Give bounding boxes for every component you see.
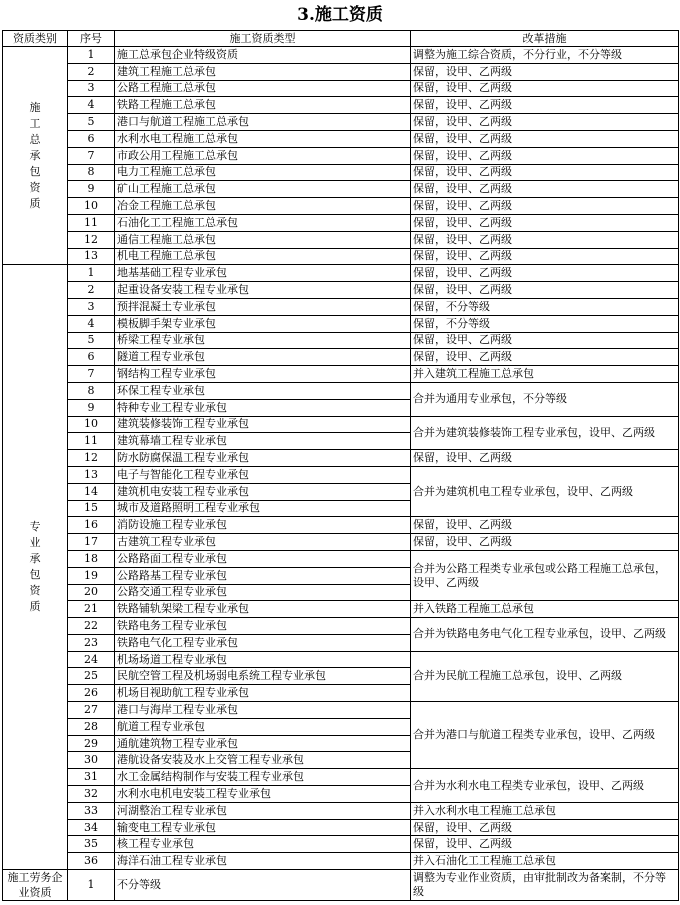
- table-row: [3, 550, 679, 567]
- reform-measure: 保留，设甲、乙两级: [411, 130, 679, 147]
- reform-measure: 合并为民航工程施工总承包，设甲、乙两级: [411, 651, 679, 701]
- qualification-type: 港航设备安装及水上交管工程专业承包: [115, 752, 411, 769]
- reform-measure: 保留，设甲、乙两级: [411, 265, 679, 282]
- table-row: [3, 164, 679, 181]
- reform-measure: 保留，设甲、乙两级: [411, 198, 679, 215]
- row-number: 11: [68, 433, 115, 450]
- table-row: [3, 80, 679, 97]
- row-number: 30: [68, 752, 115, 769]
- qualification-type: 机电工程施工总承包: [115, 248, 411, 265]
- table-row: [3, 332, 679, 349]
- reform-measure: 保留，设甲、乙两级: [411, 181, 679, 198]
- reform-measure: 合并为水利水电工程类专业承包，设甲、乙两级: [411, 769, 679, 803]
- table-row: [3, 298, 679, 315]
- qualification-type: 模板脚手架专业承包: [115, 315, 411, 332]
- reform-measure: 保留，设甲、乙两级: [411, 214, 679, 231]
- reform-measure: 保留，设甲、乙两级: [411, 80, 679, 97]
- qualification-type: 民航空管工程及机场弱电系统工程专业承包: [115, 668, 411, 685]
- category-label: 施工总承包资质: [29, 100, 41, 210]
- row-number: 26: [68, 685, 115, 702]
- qualification-type: 隧道工程专业承包: [115, 349, 411, 366]
- reform-measure: 合并为铁路电务电气化工程专业承包，设甲、乙两级: [411, 618, 679, 652]
- row-number: 27: [68, 702, 115, 719]
- qualification-type: 古建筑工程专业承包: [115, 534, 411, 551]
- row-number: 31: [68, 769, 115, 786]
- row-number: 12: [68, 450, 115, 467]
- table-row: [3, 534, 679, 551]
- reform-measure: 并入建筑工程施工总承包: [411, 366, 679, 383]
- table-row: [3, 601, 679, 618]
- table-row: [3, 382, 679, 399]
- qualification-type: 钢结构工程专业承包: [115, 366, 411, 383]
- qualification-type: 公路工程施工总承包: [115, 80, 411, 97]
- table-row: [3, 517, 679, 534]
- reform-measure: 保留，设甲、乙两级: [411, 231, 679, 248]
- row-number: 7: [68, 147, 115, 164]
- reform-measure: 保留，设甲、乙两级: [411, 63, 679, 80]
- table-row: [3, 366, 679, 383]
- row-number: 28: [68, 718, 115, 735]
- qualification-type: 港口与海岸工程专业承包: [115, 702, 411, 719]
- table-row: [3, 349, 679, 366]
- row-number: 18: [68, 550, 115, 567]
- qualification-type: 港口与航道工程施工总承包: [115, 114, 411, 131]
- row-number: 9: [68, 181, 115, 198]
- table-row: [3, 130, 679, 147]
- table-row: [3, 47, 679, 64]
- row-number: 7: [68, 366, 115, 383]
- row-number: 2: [68, 282, 115, 299]
- page-title: 3.施工资质: [297, 5, 383, 25]
- row-number: 20: [68, 584, 115, 601]
- category-cell: [3, 870, 68, 901]
- qualification-type: 铁路铺轨架梁工程专业承包: [115, 601, 411, 618]
- row-number: 5: [68, 114, 115, 131]
- table-row: [3, 819, 679, 836]
- row-number: 1: [68, 265, 115, 282]
- qualification-type: 河湖整治工程专业承包: [115, 802, 411, 819]
- row-number: 19: [68, 567, 115, 584]
- row-number: 4: [68, 315, 115, 332]
- row-number: 8: [68, 164, 115, 181]
- row-number: 13: [68, 248, 115, 265]
- reform-measure: 保留，不分等级: [411, 315, 679, 332]
- qualification-type: 电力工程施工总承包: [115, 164, 411, 181]
- row-number: 21: [68, 601, 115, 618]
- row-number: 14: [68, 483, 115, 500]
- reform-measure: 调整为施工综合资质，不分行业，不分等级: [411, 47, 679, 64]
- row-number: 17: [68, 534, 115, 551]
- row-number: 3: [68, 80, 115, 97]
- table-row: [3, 836, 679, 853]
- reform-measure: 合并为建筑机电工程专业承包，设甲、乙两级: [411, 466, 679, 516]
- qualification-table: [2, 30, 679, 901]
- table-row: [3, 198, 679, 215]
- row-number: 33: [68, 802, 115, 819]
- table-row: [3, 214, 679, 231]
- qualification-type: 公路路面工程专业承包: [115, 550, 411, 567]
- table-row: [3, 114, 679, 131]
- reform-measure: 并入水利水电工程施工总承包: [411, 802, 679, 819]
- category-label: 专业承包资质: [29, 520, 41, 614]
- row-number: 2: [68, 63, 115, 80]
- table-row: [3, 147, 679, 164]
- row-number: 22: [68, 618, 115, 635]
- reform-measure: 调整为专业作业资质，由审批制改为备案制，不分等级: [411, 870, 679, 901]
- table-row: [3, 450, 679, 467]
- qualification-type: 航道工程专业承包: [115, 718, 411, 735]
- row-number: 9: [68, 399, 115, 416]
- row-number: 29: [68, 735, 115, 752]
- table-row: [3, 248, 679, 265]
- row-number: 5: [68, 332, 115, 349]
- qualification-type: 铁路工程施工总承包: [115, 97, 411, 114]
- row-number: 16: [68, 517, 115, 534]
- table-row: [3, 466, 679, 483]
- qualification-type: 输变电工程专业承包: [115, 819, 411, 836]
- reform-measure: 合并为通用专业承包，不分等级: [411, 382, 679, 416]
- qualification-type: 公路交通工程专业承包: [115, 584, 411, 601]
- table-row: [3, 282, 679, 299]
- reform-measure: 合并为建筑装修装饰工程专业承包，设甲、乙两级: [411, 416, 679, 450]
- reform-measure: 保留，设甲、乙两级: [411, 248, 679, 265]
- reform-measure: 保留，设甲、乙两级: [411, 114, 679, 131]
- qualification-type: 机场场道工程专业承包: [115, 651, 411, 668]
- row-number: 25: [68, 668, 115, 685]
- table-body: [3, 47, 679, 901]
- row-number: 3: [68, 298, 115, 315]
- qualification-type: 施工总承包企业特级资质: [115, 47, 411, 64]
- qualification-type: 建筑工程施工总承包: [115, 63, 411, 80]
- qualification-type: 冶金工程施工总承包: [115, 198, 411, 215]
- table-row: [3, 618, 679, 635]
- row-number: 36: [68, 853, 115, 870]
- row-number: 15: [68, 500, 115, 517]
- reform-measure: 合并为公路工程类专业承包或公路工程施工总承包，设甲、乙两级: [411, 550, 679, 600]
- qualification-type: 建筑装修装饰工程专业承包: [115, 416, 411, 433]
- row-number: 6: [68, 349, 115, 366]
- reform-measure: 保留，设甲、乙两级: [411, 819, 679, 836]
- header-measure: 改革措施: [411, 31, 679, 47]
- reform-measure: 保留，设甲、乙两级: [411, 147, 679, 164]
- table-row: [3, 181, 679, 198]
- qualification-type: 电子与智能化工程专业承包: [115, 466, 411, 483]
- qualification-type: 建筑机电安装工程专业承包: [115, 483, 411, 500]
- qualification-type: 市政公用工程施工总承包: [115, 147, 411, 164]
- reform-measure: 保留，设甲、乙两级: [411, 450, 679, 467]
- table-row: [3, 769, 679, 786]
- qualification-type: 城市及道路照明工程专业承包: [115, 500, 411, 517]
- row-number: 6: [68, 130, 115, 147]
- table-row: [3, 651, 679, 668]
- qualification-type: 地基基础工程专业承包: [115, 265, 411, 282]
- qualification-type: 桥梁工程专业承包: [115, 332, 411, 349]
- qualification-type: 起重设备安装工程专业承包: [115, 282, 411, 299]
- qualification-type: 水利水电机电安装工程专业承包: [115, 786, 411, 803]
- reform-measure: 保留，设甲、乙两级: [411, 97, 679, 114]
- table-row: [3, 265, 679, 282]
- qualification-type: 不分等级: [115, 870, 411, 901]
- reform-measure: 保留，不分等级: [411, 298, 679, 315]
- category-cell: [3, 47, 68, 265]
- qualification-type: 铁路电务工程专业承包: [115, 618, 411, 635]
- reform-measure: 并入铁路工程施工总承包: [411, 601, 679, 618]
- qualification-type: 矿山工程施工总承包: [115, 181, 411, 198]
- reform-measure: 保留，设甲、乙两级: [411, 836, 679, 853]
- reform-measure: 并入石油化工工程施工总承包: [411, 853, 679, 870]
- row-number: 23: [68, 634, 115, 651]
- row-number: 10: [68, 416, 115, 433]
- table-row: [3, 853, 679, 870]
- row-number: 34: [68, 819, 115, 836]
- qualification-type: 石油化工工程施工总承包: [115, 214, 411, 231]
- qualification-type: 核工程专业承包: [115, 836, 411, 853]
- table-row: [3, 416, 679, 433]
- header-category: 资质类别: [3, 31, 68, 47]
- row-number: 10: [68, 198, 115, 215]
- qualification-type: 预拌混凝土专业承包: [115, 298, 411, 315]
- header-number: 序号: [68, 31, 115, 47]
- category-label: 施工劳务企业资质: [7, 871, 63, 900]
- qualification-type: 通信工程施工总承包: [115, 231, 411, 248]
- table-header-row: [3, 31, 679, 47]
- category-cell: [3, 265, 68, 870]
- qualification-type: 防水防腐保温工程专业承包: [115, 450, 411, 467]
- row-number: 12: [68, 231, 115, 248]
- row-number: 11: [68, 214, 115, 231]
- row-number: 13: [68, 466, 115, 483]
- qualification-type: 水工金属结构制作与安装工程专业承包: [115, 769, 411, 786]
- qualification-type: 环保工程专业承包: [115, 382, 411, 399]
- row-number: 4: [68, 97, 115, 114]
- qualification-type: 通航建筑物工程专业承包: [115, 735, 411, 752]
- reform-measure: 保留，设甲、乙两级: [411, 517, 679, 534]
- row-number: 1: [68, 870, 115, 901]
- table-row: [3, 870, 679, 901]
- header-type: 施工资质类型: [115, 31, 411, 47]
- table-row: [3, 231, 679, 248]
- row-number: 8: [68, 382, 115, 399]
- table-row: [3, 802, 679, 819]
- reform-measure: 保留，设甲、乙两级: [411, 164, 679, 181]
- row-number: 1: [68, 47, 115, 64]
- row-number: 32: [68, 786, 115, 803]
- reform-measure: 保留，设甲、乙两级: [411, 349, 679, 366]
- reform-measure: 保留，设甲、乙两级: [411, 332, 679, 349]
- row-number: 35: [68, 836, 115, 853]
- table-row: [3, 315, 679, 332]
- row-number: 24: [68, 651, 115, 668]
- qualification-type: 消防设施工程专业承包: [115, 517, 411, 534]
- reform-measure: 合并为港口与航道工程类专业承包，设甲、乙两级: [411, 702, 679, 769]
- qualification-type: 机场目视助航工程专业承包: [115, 685, 411, 702]
- qualification-type: 海洋石油工程专业承包: [115, 853, 411, 870]
- qualification-type: 公路路基工程专业承包: [115, 567, 411, 584]
- table-row: [3, 97, 679, 114]
- reform-measure: 保留，设甲、乙两级: [411, 534, 679, 551]
- qualification-type: 水利水电工程施工总承包: [115, 130, 411, 147]
- qualification-type: 建筑幕墙工程专业承包: [115, 433, 411, 450]
- reform-measure: 保留，设甲、乙两级: [411, 282, 679, 299]
- qualification-type: 铁路电气化工程专业承包: [115, 634, 411, 651]
- table-row: [3, 702, 679, 719]
- table-row: [3, 63, 679, 80]
- qualification-type: 特种专业工程专业承包: [115, 399, 411, 416]
